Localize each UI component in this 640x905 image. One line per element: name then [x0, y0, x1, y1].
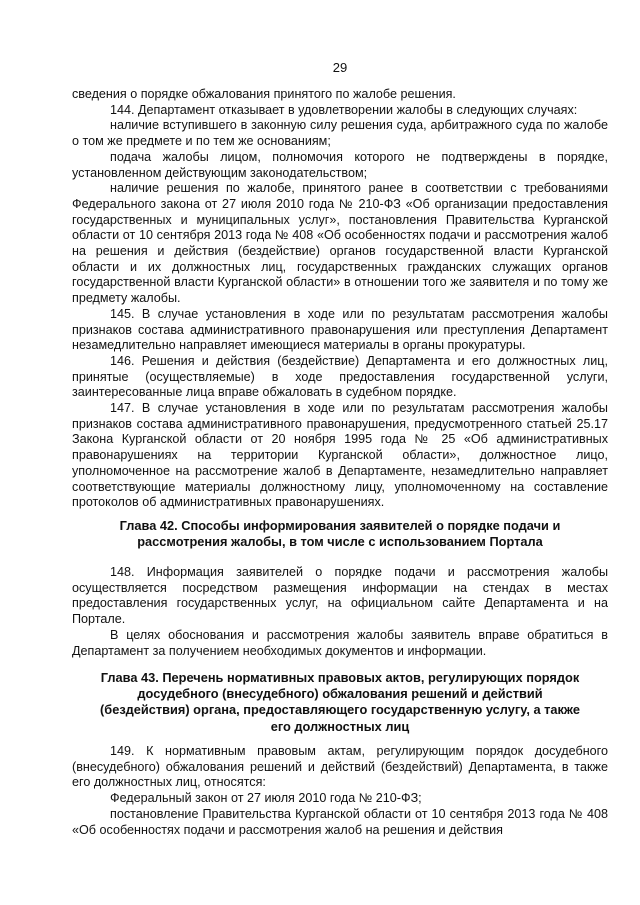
chapter-43-body	[72, 744, 608, 838]
paragraph-148: 148. Информация заявителей о порядке подачи и рассмотрения жалобы осуществляется посредством размещения информации на стендах в местах предоставления государственных услуг, на официальном сайте Департамента и на Портале.	[72, 565, 608, 627]
chapter-43	[72, 670, 608, 735]
text-section-appeals	[72, 87, 608, 511]
paragraph-144-authority: подача жалобы лицом, полномочия которого не подтверждены в порядке, установленном действующим законодательством;	[72, 149, 608, 180]
paragraph-149-federal-law: Федеральный закон от 27 июля 2010 года № 210-ФЗ;	[110, 791, 422, 806]
paragraph-decision-info: сведения о порядке обжалования принятого по жалобе решения.	[72, 87, 456, 101]
paragraph-149-resolution: постановление Правительства Курганской области от 10 сентября 2013 года № 408 «Об особенностях подачи и рассмотрения жалоб на решения и действия	[72, 806, 608, 837]
paragraph-144: 144. Департамент отказывает в удовлетворении жалобы в следующих случаях:	[110, 102, 578, 117]
chapter-42-body	[72, 565, 608, 659]
chapter-43-heading: Глава 43. Перечень нормативных правовых актов, регулирующих порядок досудебного (внесудебного) обжалования решений и действий (бездействия) органа, предоставляющего государственную услугу, а также его должностных лиц	[100, 670, 580, 734]
chapter-42	[72, 518, 608, 550]
paragraph-147: 147. В случае установления в ходе или по результатам рассмотрения жалобы признаков состава административного правонарушения, предусмотренного статьей 25.17 Закона Курганской области от 20 ноября 1995 года № 25 «Об административных правонарушениях на территории Курганской области», должностное лицо, уполномоченное на рассмотрение жалоб в Департаменте, незамедлительно направляет соответствующие материалы должностному лицу, уполномоченному на составление протоколов об административных правонарушениях.	[72, 401, 608, 510]
paragraph-144-prior-decision: наличие решения по жалобе, принятого ранее в соответствии с требованиями Федерального закона от 27 июля 2010 года № 210-ФЗ «Об организации предоставления государственных и муниципальных услуг», постановления Правительства Курганской области от 10 сентября 2013 года № 408 «Об особенностях подачи и рассмотрения жалоб на решения и действия (бездействие) органов государственной власти Курганской области и их должностных лиц, государственных гражданских служащих органов государственной власти Курганской области» в отношении того же заявителя и по тому же предмету жалобы.	[72, 181, 608, 306]
paragraph-145: 145. В случае установления в ходе или по результатам рассмотрения жалобы признаков состава административного правонарушения или преступления Департамент незамедлительно направляет имеющиеся материалы в органы прокуратуры.	[72, 306, 608, 353]
paragraph-149: 149. К нормативным правовым актам, регулирующим порядок досудебного (внесудебного) обжалования решений и действий (бездействий) Департамента, в также его должностных лиц, относятся:	[72, 744, 608, 790]
chapter-42-heading: Глава 42. Способы информирования заявителей о порядке подачи и рассмотрения жалобы, в том числе с использованием Портала	[119, 518, 561, 550]
page-number: 29	[332, 60, 348, 75]
paragraph-144-court-decision: наличие вступившего в законную силу решения суда, арбитражного суда по жалобе о том же предмете и по тем же основаниям;	[72, 118, 608, 149]
paragraph-146: 146. Решения и действия (бездействие) Департамента и его должностных лиц, принятые (осуществляемые) в ходе предоставления государственной услуги, заинтересованные лица вправе обжаловать в судебном порядке.	[72, 353, 608, 400]
paragraph-148-documents: В целях обоснования и рассмотрения жалобы заявитель вправе обратиться в Департамент за получением необходимых документов и информации.	[72, 627, 608, 658]
